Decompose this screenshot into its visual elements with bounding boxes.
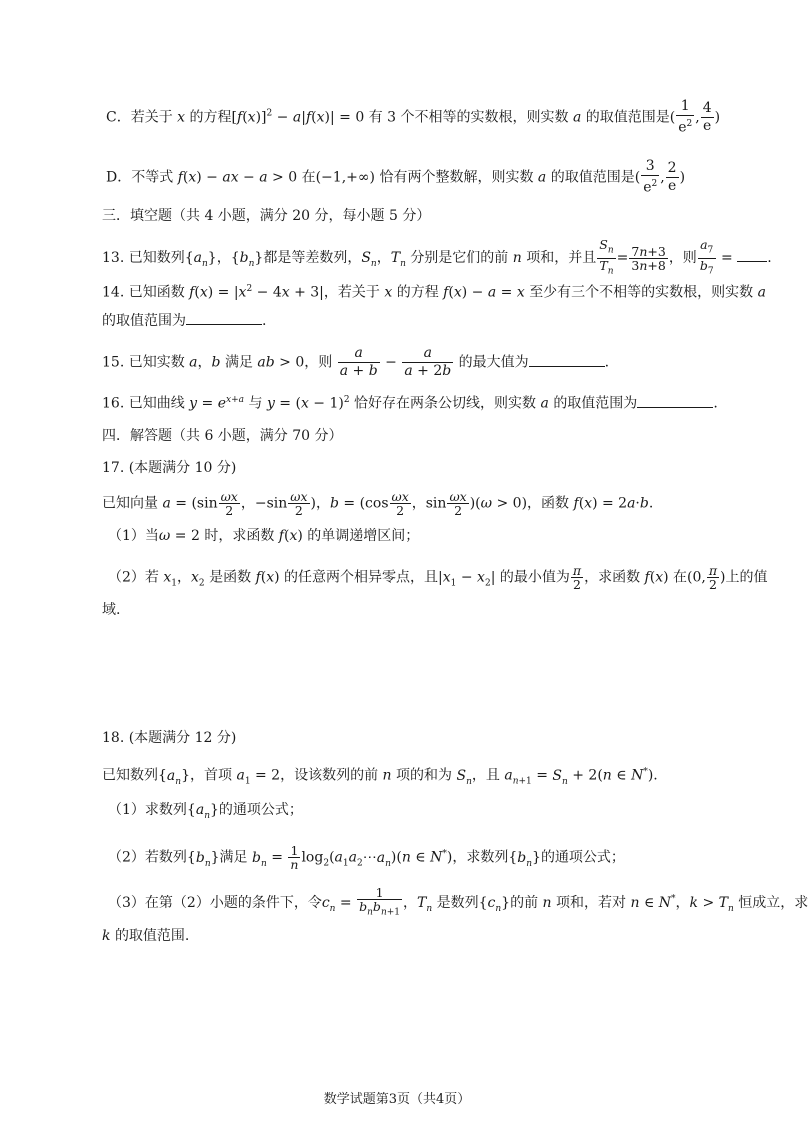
answer-blank[interactable] bbox=[529, 353, 605, 367]
fraction: $\frac{1}{e^2}$ bbox=[678, 98, 693, 136]
question-14: 14. 已知函数 $f(x) = |x^2 - 4x + 3|$，若关于 x 的方程 f(x) − a = x 至少有三个不相等的实数根，则实数 a bbox=[102, 284, 766, 301]
answer-blank[interactable] bbox=[186, 311, 262, 325]
fraction: $\frac{S_n}{T_n}$ bbox=[599, 237, 614, 276]
fraction: $\frac{4}{e}$ bbox=[702, 99, 712, 134]
fraction: $\frac{2}{e}$ bbox=[667, 159, 677, 194]
question-17-header: 17. (本题满分 10 分) bbox=[102, 460, 237, 476]
answer-blank[interactable] bbox=[637, 394, 713, 408]
question-16: 16. 已知曲线 $y = e^{x+a}$ 与 $y = (x - 1)^2$ 恰好存在两条公切线，则实数 a 的取值范围为 . bbox=[102, 395, 718, 412]
question-18-part-1: （1）求数列$\{a_n\}$的通项公式； bbox=[108, 802, 303, 821]
fraction: $\frac{a}{a + b}$ bbox=[339, 345, 378, 379]
fraction: $\frac{a_7}{b_7}$ bbox=[699, 237, 714, 276]
question-18-part-3: （3）在第（2）小题的条件下，令$c_n$ = $\frac{1}{b_nb_{n+1}}$ ，$T_n$ 是数列$\{c_n\}$的前 n 项和，若对 n ∈ N*，$k > T_n$ 恒成立，求 bbox=[108, 885, 808, 918]
option-d: D．不等式 f(x) − ax − a > 0 在(−1,+∞) 恰有两个整数解，则实数 a 的取值范围是( $\frac{3}{e^2}$ , $\frac{2}{e}$ ) bbox=[106, 158, 686, 196]
question-17-intro: 已知向量 a = (sin $\frac{\omega x}{2}$ ，−sin $\frac{\omega x}{2}$ )，b = (cos $\frac{\omega x}{2}$ ，sin $\frac{\omega x}{2}$ )(ω > 0)，函数 f(x) = 2a·b. bbox=[102, 489, 654, 518]
section-4-title: 四．解答题（共 6 小题，满分 70 分） bbox=[102, 428, 343, 444]
fraction: $\frac{a}{a + 2b}$ bbox=[404, 345, 452, 379]
question-18-intro: 已知数列$\{a_n\}$，首项 $a_1 = 2$，设该数列的前 n 项的和为 $S_n$，且 $a_{n+1} = S_n + 2(n$ ∈ N*). bbox=[102, 767, 658, 787]
fraction: $\frac{\omega x}{2}$ bbox=[220, 489, 238, 518]
fraction: $\frac{\omega x}{2}$ bbox=[391, 489, 409, 518]
option-c-label: C． bbox=[106, 109, 131, 126]
fraction: $\frac{\pi}{2}$ bbox=[708, 563, 718, 592]
option-d-label: D． bbox=[106, 169, 132, 186]
fraction: $\frac{7n+3}{3n+8}$ bbox=[631, 243, 666, 273]
answer-blank[interactable] bbox=[737, 248, 767, 262]
section-3-title: 三．填空题（共 4 小题，满分 20 分，每小题 5 分） bbox=[102, 208, 431, 224]
page-footer: 数学试题第3页（共4页） bbox=[323, 1092, 471, 1107]
fraction: $\frac{1}{b_nb_{n+1}}$ bbox=[359, 885, 401, 918]
option-c: C．若关于 x 的方程$[f(x)]^2 - a|f(x)| = 0$ 有 3 个不相等的实数根，则实数 a 的取值范围是( $\frac{1}{e^2}$ , $\frac{4}{e}$ ) bbox=[106, 98, 721, 136]
fraction: $\frac{1}{n}$ bbox=[290, 843, 299, 873]
question-18-header: 18. (本题满分 12 分) bbox=[102, 730, 237, 746]
question-15: 15. 已知实数 a，b 满足 ab > 0，则 $\frac{a}{a + b}$ − $\frac{a}{a + 2b}$ 的最大值为 . bbox=[102, 345, 610, 379]
fraction: $\frac{3}{e^2}$ bbox=[643, 158, 658, 196]
question-13: 13. 已知数列$\{a_n\}$，$\{b_n\}$都是等差数列，$S_n$，$T_n$ 分别是它们的前 n 项和，并且 $\frac{S_n}{T_n}$ = $\frac{7n+3}{3n+8}$ ，则 $\frac{a_7}{b_7}$ = . bbox=[102, 237, 772, 276]
question-18-part-3-cont: k 的取值范围. bbox=[102, 928, 190, 944]
question-17-part-2: （2）若 $x_1$，$x_2$ 是函数 f(x) 的任意两个相异零点，且$|x_1 - x_2|$ 的最小值为 $\frac{\pi}{2}$ ，求函数 f(x) 在(0, $\frac{\pi}{2}$ )上的值 bbox=[108, 563, 768, 592]
fraction: $\frac{\pi}{2}$ bbox=[572, 563, 582, 592]
question-17-part-2-cont: 域. bbox=[102, 602, 121, 618]
fraction: $\frac{\omega x}{2}$ bbox=[449, 489, 467, 518]
question-17-part-1: （1）当ω = 2 时，求函数 f(x) 的单调递增区间； bbox=[108, 528, 420, 544]
fraction: $\frac{\omega x}{2}$ bbox=[290, 489, 308, 518]
question-18-part-2: （2）若数列$\{b_n\}$满足 $b_n$ = $\frac{1}{n}$ $\log_2(a_1a_2\cdots a_n)(n$ ∈ N*)，求数列$\{b_n\}$的通项公式； bbox=[108, 843, 625, 873]
question-14-cont: 的取值范围为 . bbox=[102, 313, 267, 329]
